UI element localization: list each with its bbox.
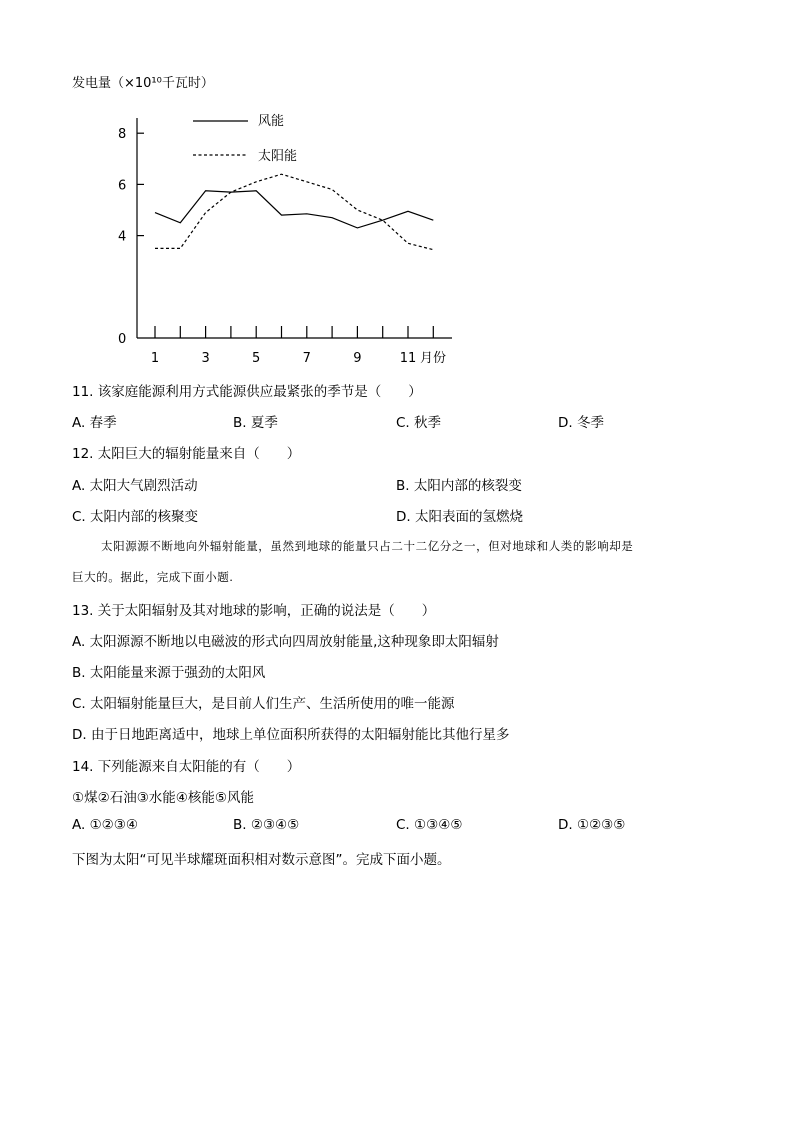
x-tick-label: 7 <box>302 351 311 366</box>
power-generation-chart <box>0 0 794 380</box>
q11-option-d: D. 冬季 <box>558 415 604 431</box>
q13-option-d: D. 由于日地距离适中，地球上单位面积所获得的太阳辐射能比其他行星多 <box>72 727 510 743</box>
chart-legend <box>193 113 297 164</box>
q12-option-a: A. 太阳大气剧烈活动 <box>72 478 198 494</box>
q14-option-b: B. ②③④⑤ <box>233 817 300 833</box>
q14-stem: 14. 下列能源来自太阳能的有（ ） <box>72 759 301 775</box>
passage-line-2: 巨大的。据此，完成下面小题. <box>72 570 234 584</box>
series-solar-line <box>155 174 433 250</box>
q11-stem: 11. 该家庭能源利用方式能源供应最紧张的季节是（ ） <box>72 384 422 400</box>
x-tick-label: 9 <box>353 351 362 366</box>
chart-title: 发电量（×10¹⁰千瓦时） <box>72 76 214 91</box>
q12-stem: 12. 太阳巨大的辐射能量来自（ ） <box>72 446 301 462</box>
series-wind-line <box>155 191 433 228</box>
legend-wind-label: 风能 <box>258 114 285 129</box>
q12-option-b: B. 太阳内部的核裂变 <box>396 478 522 494</box>
y-tick-label: 0 <box>118 332 127 347</box>
x-tick-label: 11 <box>399 351 417 366</box>
q13-option-b: B. 太阳能量来源于强劲的太阳风 <box>72 665 266 681</box>
passage-line-1: 太阳源源不断地向外辐射能量，虽然到地球的能量只占二十二亿分之一，但对地球和人类的影响却是 <box>101 539 634 553</box>
y-tick-label: 4 <box>118 229 127 245</box>
y-tick-label: 8 <box>118 127 127 143</box>
q14-option-d: D. ①②③⑤ <box>558 817 626 833</box>
chart-series <box>155 174 433 250</box>
q13-option-a: A. 太阳源源不断地以电磁波的形式向四周放射能量,这种现象即太阳辐射 <box>72 634 499 650</box>
q11-option-c: C. 秋季 <box>396 415 442 431</box>
q13-stem: 13. 关于太阳辐射及其对地球的影响，正确的说法是（ ） <box>72 603 436 619</box>
q12-option-c: C. 太阳内部的核聚变 <box>72 509 199 525</box>
x-axis-label: 月份 <box>420 351 447 366</box>
x-tick-label: 5 <box>252 351 261 366</box>
x-tick-label: 1 <box>150 351 160 366</box>
legend-solar-label: 太阳能 <box>258 149 298 164</box>
q14-option-c: C. ①③④⑤ <box>396 817 463 833</box>
q13-option-c: C. 太阳辐射能量巨大，是目前人们生产、生活所使用的唯一能源 <box>72 696 455 712</box>
q11-option-a: A. 春季 <box>72 415 117 431</box>
q11-option-b: B. 夏季 <box>233 415 278 431</box>
x-tick-label: 3 <box>201 351 210 366</box>
q12-option-d: D. 太阳表面的氢燃烧 <box>396 509 523 525</box>
q14-items: ①煤②石油③水能④核能⑤风能 <box>72 790 255 806</box>
next-intro: 下图为太阳“可见半球耀斑面积相对数示意图”。完成下面小题。 <box>72 852 451 868</box>
y-tick-label: 6 <box>118 178 127 194</box>
q14-option-a: A. ①②③④ <box>72 817 138 833</box>
